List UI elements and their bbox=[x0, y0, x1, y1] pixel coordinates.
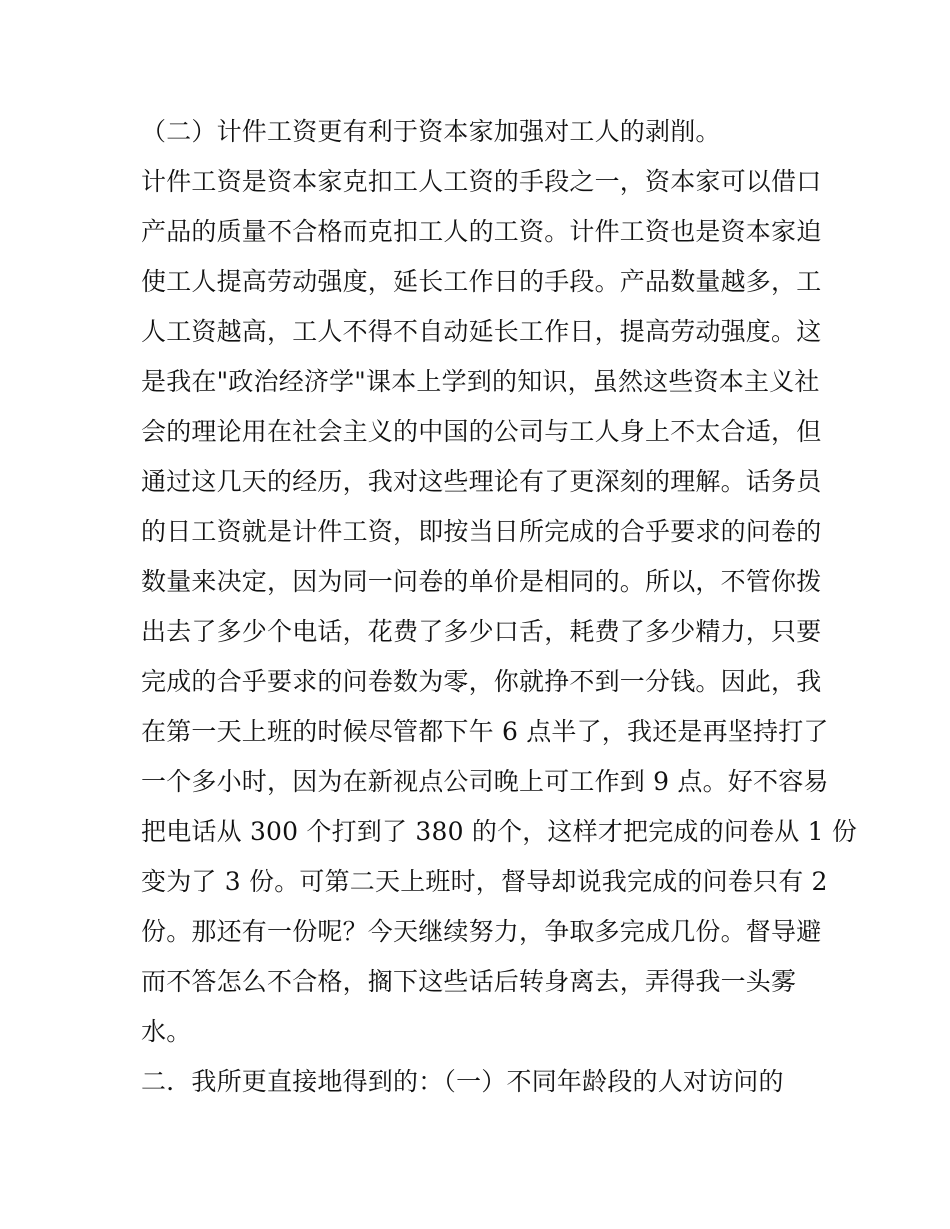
paragraph-line: 通过这几天的经历，我对这些理论有了更深刻的理解。话务员 bbox=[141, 467, 822, 496]
paragraph-line: 数量来决定，因为同一问卷的单价是相同的。所以，不管你拨 bbox=[141, 567, 822, 596]
paragraph-line: 变为了 3 份。可第二天上班时，督导却说我完成的问卷只有 2 bbox=[141, 867, 828, 896]
paragraph-line: 计件工资是资本家克扣工人工资的手段之一，资本家可以借口 bbox=[141, 167, 822, 196]
document-body bbox=[141, 107, 858, 1107]
paragraph-line: 会的理论用在社会主义的中国的公司与工人身上不太合适，但 bbox=[141, 417, 822, 446]
paragraph-line: 是我在"政治经济学"课本上学到的知识，虽然这些资本主义社 bbox=[141, 367, 820, 396]
paragraph-line: 把电话从 300 个打到了 380 的个，这样才把完成的问卷从 1 份 bbox=[141, 817, 858, 846]
paragraph-line: 份。那还有一份呢？今天继续努力，争取多完成几份。督导避 bbox=[141, 917, 822, 946]
paragraph-line: 一个多小时，因为在新视点公司晚上可工作到 9 点。好不容易 bbox=[141, 767, 829, 796]
paragraph-line: 使工人提高劳动强度，延长工作日的手段。产品数量越多，工 bbox=[141, 267, 822, 296]
section-heading: 二．我所更直接地得到的：（一）不同年龄段的人对访问的 bbox=[141, 1067, 784, 1096]
subheading: （二）计件工资更有利于资本家加强对工人的剥削。 bbox=[141, 117, 721, 146]
paragraph-line: 产品的质量不合格而克扣工人的工资。计件工资也是资本家迫 bbox=[141, 217, 822, 246]
paragraph-line: 人工资越高，工人不得不自动延长工作日，提高劳动强度。这 bbox=[141, 317, 822, 346]
paragraph-line: 水。 bbox=[141, 1017, 192, 1046]
paragraph-line: 而不答怎么不合格，搁下这些话后转身离去，弄得我一头雾 bbox=[141, 967, 797, 996]
paragraph-line: 在第一天上班的时候尽管都下午 6 点半了，我还是再坚持打了 bbox=[141, 717, 829, 746]
paragraph-line: 出去了多少个电话，花费了多少口舌，耗费了多少精力，只要 bbox=[141, 617, 822, 646]
paragraph-line: 完成的合乎要求的问卷数为零，你就挣不到一分钱。因此，我 bbox=[141, 667, 822, 696]
paragraph-line: 的日工资就是计件工资，即按当日所完成的合乎要求的问卷的 bbox=[141, 517, 822, 546]
